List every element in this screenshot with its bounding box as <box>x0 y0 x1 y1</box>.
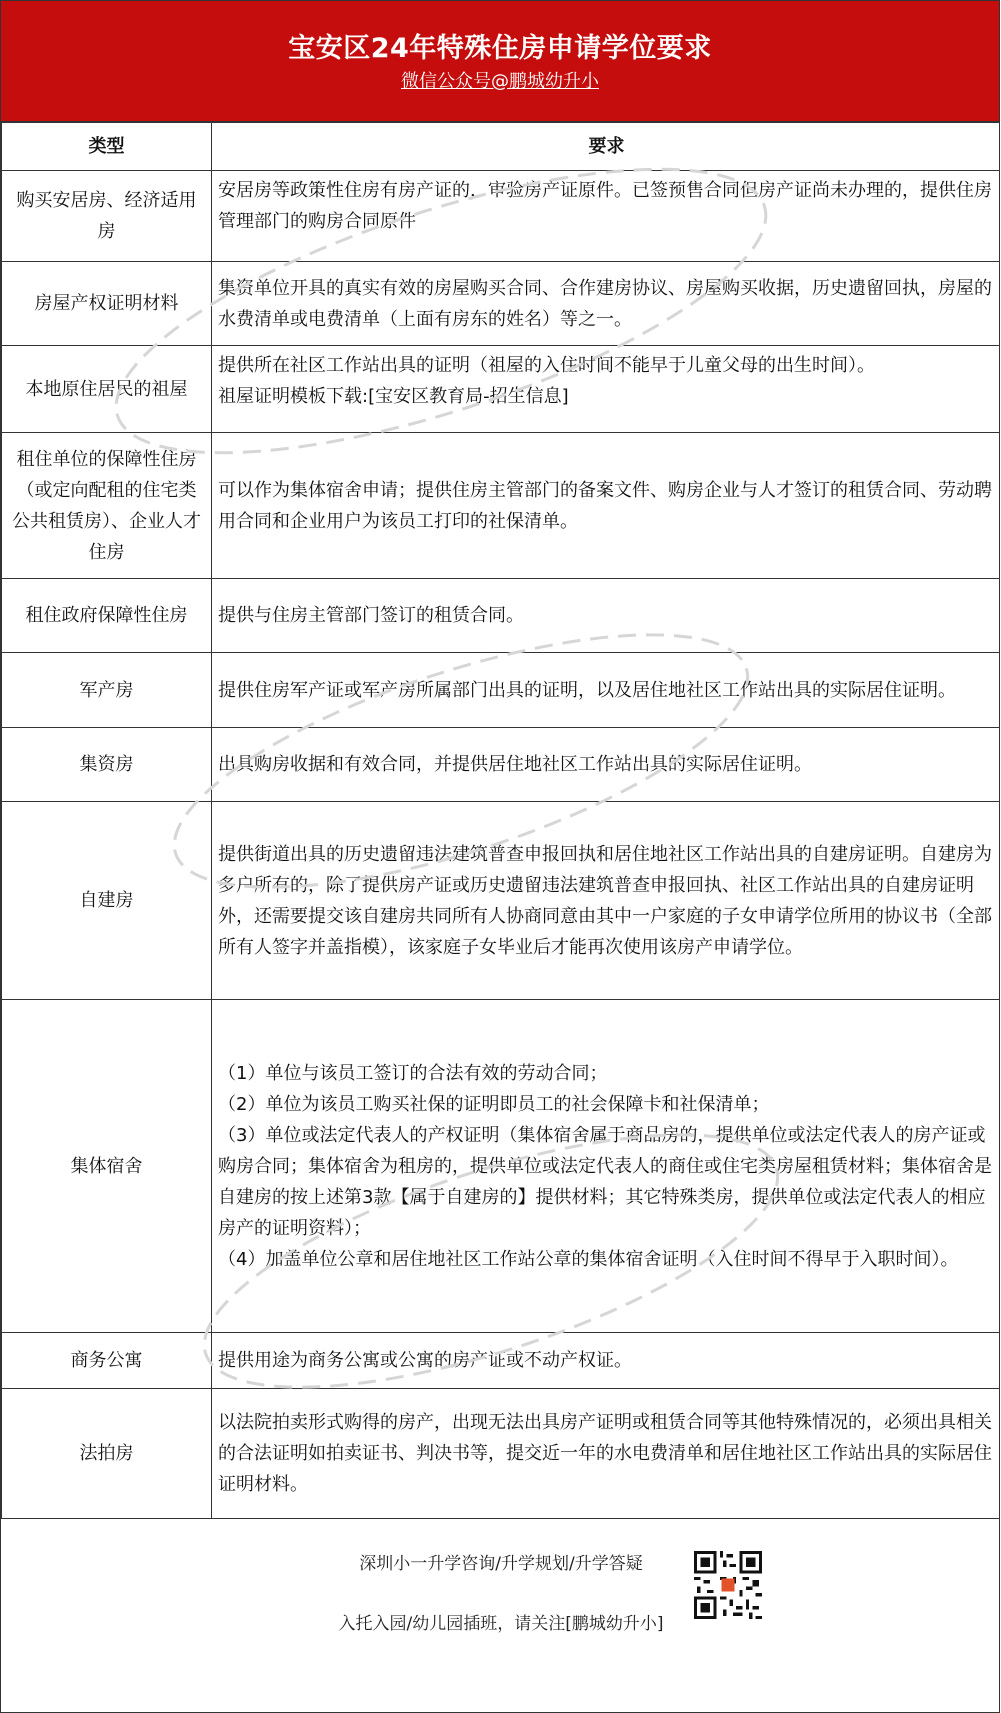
row-type: 房屋产权证明材料 <box>2 262 212 346</box>
table-header-row <box>2 123 1001 171</box>
row-requirement <box>212 1000 1001 1333</box>
row-requirement <box>212 802 1001 1000</box>
table-row <box>2 802 1001 1000</box>
row-type: 购买安居房、经济适用房 <box>2 171 212 262</box>
row-requirement <box>212 346 1001 433</box>
row-requirement <box>212 579 1001 653</box>
table-row <box>2 579 1001 653</box>
row-type: 租住政府保障性住房 <box>2 579 212 653</box>
table-row <box>2 1000 1001 1333</box>
row-requirement <box>212 262 1001 346</box>
requirement-text: 提供住房军产证或军产房所属部门出具的证明，以及居住地社区工作站出具的实际居住证明。 <box>218 679 956 701</box>
row-requirement <box>212 171 1001 262</box>
table-row <box>2 346 1001 433</box>
requirement-text: 提供所在社区工作站出具的证明（祖屋的入住时间不能早于儿童父母的出生时间）。 <box>218 355 875 376</box>
footer <box>1 1519 999 1649</box>
table-row <box>2 653 1001 728</box>
table-row <box>2 1333 1001 1389</box>
table-row <box>2 262 1001 346</box>
row-type: 商务公寓 <box>2 1333 212 1389</box>
requirement-text: 出具购房收据和有效合同，并提供居住地社区工作站出具的实际居住证明。 <box>218 754 812 775</box>
requirement-text: 集资单位开具的真实有效的房屋购买合同、合作建房协议、房屋购买收据，历史遗留回执，房屋的水费清单或电费清单（上面有房东的姓名）等之一。 <box>218 277 992 330</box>
row-type: 集体宿舍 <box>2 1000 212 1333</box>
requirement-item-4: （4）加盖单位公章和居住地社区工作站公章的集体宿舍证明（入住时间不得早于入职时间）。 <box>218 1248 959 1270</box>
table-row <box>2 171 1001 262</box>
requirement-text: 以法院拍卖形式购得的房产，出现无法出具房产证明或租赁合同等其他特殊情况的，必须出具相关的合法证明如拍卖证书、判决书等，提交近一年的水电费清单和居住地社区工作站出具的实际居住证明材料。 <box>218 1412 992 1495</box>
row-type: 租住单位的保障性住房（或定向配租的住宅类公共租赁房）、企业人才住房 <box>2 433 212 579</box>
row-requirement <box>212 1333 1001 1389</box>
requirement-item-1: （1）单位与该员工签订的合法有效的劳动合同； <box>218 1062 608 1084</box>
row-requirement <box>212 433 1001 579</box>
row-type: 集资房 <box>2 728 212 802</box>
row-type: 本地原住居民的祖屋 <box>2 346 212 433</box>
table-row <box>2 1389 1001 1519</box>
requirement-text: 提供街道出具的历史遗留违法建筑普查申报回执和居住地社区工作站出具的自建房证明。自建房为多户所有的，除了提供房产证或历史遗留违法建筑普查申报回执、社区工作站出具的自建房证明外，还需要提交该自建房共同所有人协商同意由其中一户家庭的子女申请学位所用的协议书（全部所有人签字并盖指模），该家庭子女毕业后才能再次使用该房产申请学位。 <box>218 843 992 958</box>
row-type: 军产房 <box>2 653 212 728</box>
row-requirement <box>212 1389 1001 1519</box>
header-banner <box>1 1 999 122</box>
requirements-table <box>1 122 1000 1519</box>
table-row <box>2 728 1001 802</box>
footer-line-follow: 入托入园/幼儿园插班，请关注[鹏城幼升小] <box>338 1614 664 1634</box>
row-type: 法拍房 <box>2 1389 212 1519</box>
row-requirement <box>212 728 1001 802</box>
requirement-text: 提供与住房主管部门签订的租赁合同。 <box>218 605 524 626</box>
page-title: 宝安区24年特殊住房申请学位要求 <box>288 33 712 64</box>
requirement-text: 提供用途为商务公寓或公寓的房产证或不动产权证。 <box>218 1350 632 1371</box>
column-header-requirement: 要求 <box>212 123 1001 171</box>
row-requirement <box>212 653 1001 728</box>
table-row <box>2 433 1001 579</box>
row-type: 自建房 <box>2 802 212 1000</box>
requirement-text: 可以作为集体宿舍申请；提供住房主管部门的备案文件、购房企业与人才签订的租赁合同、劳动聘用合同和企业用户为该员工打印的社保清单。 <box>218 479 992 532</box>
footer-line-consulting: 深圳小一升学咨询/升学规划/升学答疑 <box>359 1554 643 1574</box>
requirement-item-3: （3）单位或法定代表人的产权证明（集体宿舍属于商品房的，提供单位或法定代表人的房产证或购房合同；集体宿舍为租房的，提供单位或法定代表人的商住或住宅类房屋租赁材料；集体宿舍是自建房的按上述第3款【属于自建房的】提供材料；其它特殊类房，提供单位或法定代表人的相应房产的证明资料）； <box>218 1124 992 1239</box>
column-header-type: 类型 <box>2 123 212 171</box>
qr-code-icon[interactable] <box>694 1551 762 1619</box>
requirement-text: 安居房等政策性住房有房产证的，审验房产证原件。已签预售合同但房产证尚未办理的，提供住房管理部门的购房合同原件 <box>218 180 992 232</box>
wechat-account-link[interactable]: 微信公众号@鹏城幼升小 <box>401 71 599 92</box>
requirement-item-2: （2）单位为该员工购买社保的证明即员工的社会保障卡和社保清单； <box>218 1093 770 1115</box>
template-download-link[interactable]: 祖屋证明模板下载:[宝安区教育局-招生信息] <box>218 386 569 407</box>
